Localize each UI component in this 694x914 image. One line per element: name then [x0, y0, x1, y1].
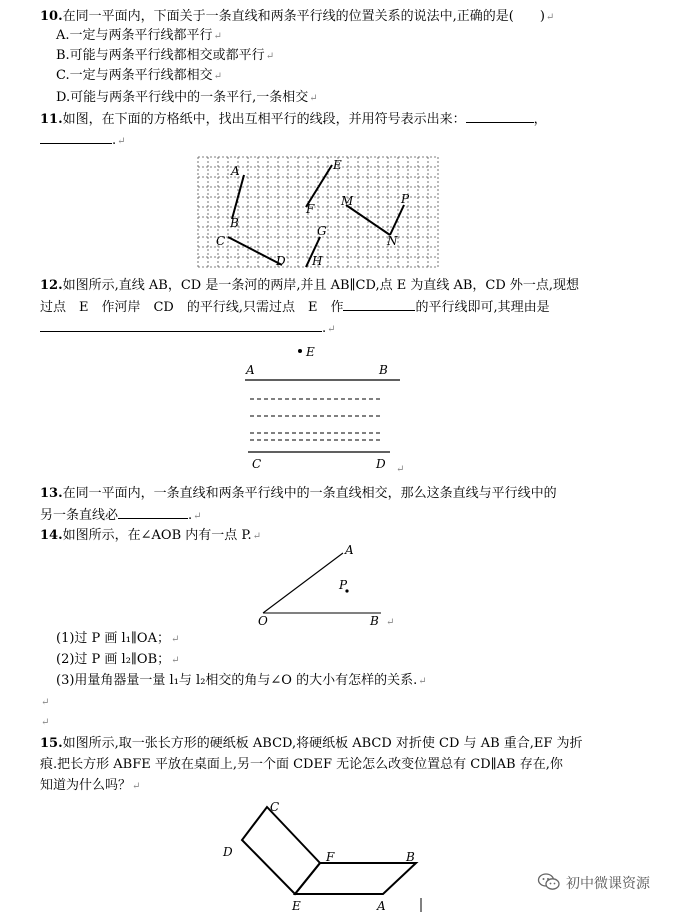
q15-number: 15.	[40, 736, 63, 751]
watermark-text: 初中微课资源	[566, 876, 650, 892]
paragraph-mark-icon: ↵	[327, 324, 336, 335]
paragraph-mark-icon: ↵	[213, 71, 223, 82]
q15-fold-figure	[220, 800, 440, 914]
q10-option-c-text: C.一定与两条平行线都相交	[56, 68, 213, 83]
paragraph-mark-icon: ↵	[41, 717, 50, 728]
label-e: E	[333, 158, 342, 172]
q13-line2	[40, 506, 202, 526]
label-n: N	[387, 234, 398, 248]
segment-cd	[228, 237, 282, 265]
ray-oa	[263, 553, 343, 613]
paragraph-mark-icon: ↵	[171, 655, 180, 666]
label-a: A	[345, 543, 354, 557]
empty-paragraph	[40, 693, 49, 712]
q11-line2	[40, 131, 126, 151]
paragraph-mark-icon: ↵	[193, 511, 202, 522]
label-d: D	[276, 254, 286, 268]
q14-item-2-text: (2)过 P 画 l₂∥OB；	[56, 652, 171, 667]
q13-text2: 另一条直线必	[40, 508, 119, 523]
q12-line1	[40, 277, 579, 295]
q14-angle-figure	[255, 545, 405, 627]
label-b: B	[379, 363, 388, 377]
q15-text2: 痕.把长方形 ABFE 平放在桌面上,另一个面 CDEF 无论怎么改变位置总有 CD∥AB 存在,你	[40, 757, 563, 772]
label-b: B	[406, 850, 415, 864]
label-p: P	[401, 192, 410, 206]
q13-text1: 在同一平面内，一条直线和两条平行线中的一条直线相交，那么这条直线与平行线中的	[62, 486, 557, 501]
answer-blank[interactable]	[40, 131, 112, 144]
paragraph-mark-icon: ↵	[213, 31, 222, 42]
label-p: P	[339, 578, 348, 592]
q10-option-a	[56, 27, 222, 46]
label-c: C	[252, 457, 262, 471]
q13-number: 13.	[40, 486, 63, 501]
q10-option-b	[56, 47, 274, 66]
answer-blank[interactable]	[343, 298, 415, 311]
q12-line3	[40, 319, 336, 339]
q14-item-3-text: (3)用量角器量一量 l₁与 l₂相交的角与∠O 的大小有怎样的关系.	[56, 673, 418, 688]
label-a: A	[231, 164, 240, 178]
q11-separator: ，	[533, 112, 547, 127]
paragraph-mark-icon: ↵	[418, 676, 427, 687]
q15-line1	[40, 735, 583, 753]
q15-line3	[40, 777, 140, 796]
q10-text: 在同一平面内，下面关于一条直线和两条平行线的位置关系的说法中,正确的是( )	[62, 9, 545, 24]
q14-item-3	[56, 672, 427, 691]
q10-option-d-text: D.可能与两条平行线中的一条平行,一条相交	[56, 90, 309, 105]
label-f: F	[306, 202, 315, 216]
q14-item-1	[56, 630, 179, 649]
q14-stem	[40, 527, 261, 546]
q12-river-figure	[240, 342, 420, 477]
q10-option-a-text: A.一定与两条平行线都平行	[56, 28, 213, 43]
label-f: F	[326, 850, 335, 864]
point-e	[298, 349, 302, 353]
q12-text2a: 过点 E 作河岸 CD 的平行线,只需过点 E 作	[40, 300, 344, 315]
label-a: A	[246, 363, 255, 377]
q15-line2	[40, 756, 563, 774]
paragraph-mark-icon: ↵	[132, 781, 141, 792]
q11-grid-figure	[198, 157, 440, 269]
q14-number: 14.	[40, 528, 63, 543]
label-b: B	[370, 614, 379, 628]
q13-end: .	[188, 508, 193, 523]
label-d: D	[376, 457, 386, 471]
paragraph-mark-icon: ↵	[309, 93, 318, 104]
q14-item-1-text: (1)过 P 画 l₁∥OA；	[56, 631, 170, 646]
q10-number: 10.	[40, 9, 63, 24]
paragraph-mark-icon: ↵	[265, 51, 275, 62]
watermark	[538, 873, 650, 895]
paragraph-mark-icon: ↵	[170, 634, 180, 645]
q12-number: 12.	[40, 278, 63, 293]
q14-item-2	[56, 651, 180, 670]
paragraph-mark-icon: ↵	[386, 617, 395, 628]
face-abfe	[295, 863, 416, 894]
label-b: B	[230, 216, 239, 230]
q14-text: 如图所示，在∠AOB 内有一点 P.	[62, 528, 252, 543]
face-cdef	[242, 807, 320, 894]
wechat-icon	[538, 873, 560, 895]
q10-option-c	[56, 67, 222, 86]
q10-option-b-text: B.可能与两条平行线都相交或都平行	[56, 48, 265, 63]
label-e: E	[306, 345, 315, 359]
label-e: E	[292, 899, 301, 913]
label-m: M	[341, 194, 354, 208]
q10-stem	[40, 8, 554, 27]
q10-option-d	[56, 89, 318, 108]
label-g: G	[317, 224, 327, 238]
label-a: A	[377, 899, 386, 913]
paragraph-mark-icon: ↵	[41, 697, 50, 708]
segment-np	[390, 205, 404, 235]
label-d: D	[223, 845, 233, 859]
paragraph-mark-icon: ↵	[117, 136, 126, 147]
q11-text: 如图，在下面的方格纸中，找出互相平行的线段，并用符号表示出来：	[62, 112, 466, 127]
answer-blank[interactable]	[40, 319, 322, 332]
paragraph-mark-icon: ↵	[545, 12, 555, 23]
empty-paragraph	[40, 713, 49, 732]
q15-text3: 知道为什么吗？	[40, 778, 132, 793]
q13-line1	[40, 485, 557, 503]
q12-text2b: 的平行线即可,其理由是	[415, 300, 550, 315]
label-o: O	[258, 614, 268, 628]
label-c: C	[216, 234, 226, 248]
q11-end: .	[112, 133, 117, 148]
label-c: C	[270, 800, 280, 814]
paragraph-mark-icon: ↵	[252, 531, 262, 542]
paragraph-mark-icon: ↵	[396, 464, 405, 475]
q12-line2	[40, 298, 550, 317]
answer-blank[interactable]	[118, 506, 188, 519]
q11-stem	[40, 110, 547, 129]
q11-number: 11.	[40, 112, 63, 127]
q15-text1: 如图所示,取一张长方形的硬纸板 ABCD,将硬纸板 ABCD 对折使 CD 与 AB 重合,EF 为折	[62, 736, 583, 751]
q12-text1: 如图所示,直线 AB，CD 是一条河的两岸,并且 AB∥CD,点 E 为直线 AB，CD 外一点,现想	[62, 278, 580, 293]
answer-blank[interactable]	[466, 110, 534, 123]
q12-end: .	[322, 321, 327, 336]
label-h: H	[312, 254, 323, 268]
